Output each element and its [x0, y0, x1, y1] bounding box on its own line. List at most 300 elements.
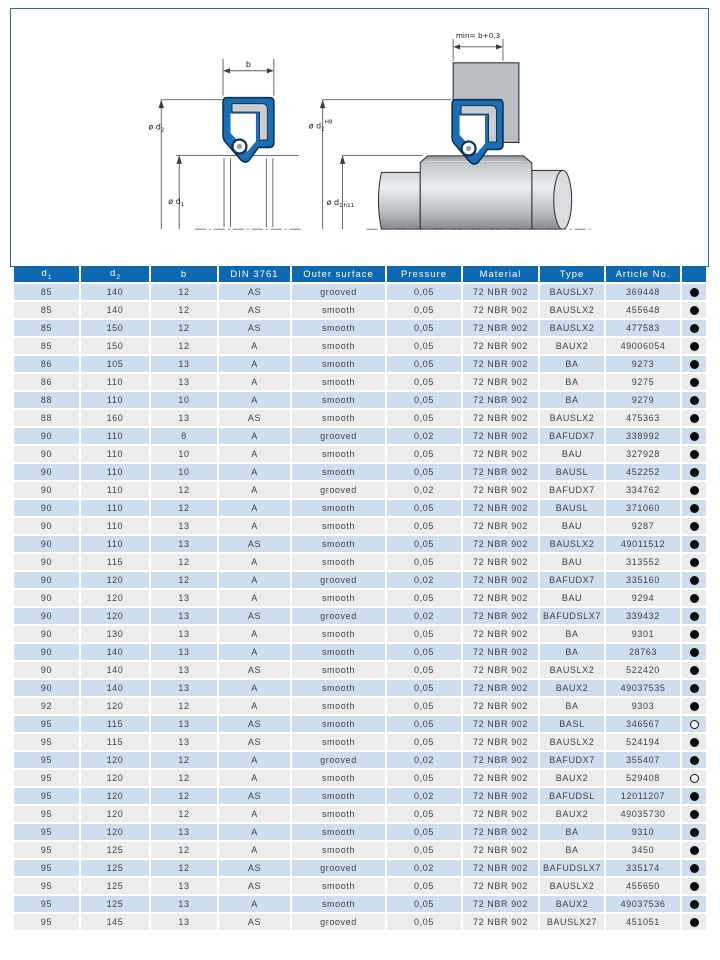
column-header-outer-surface: Outer surface: [291, 266, 386, 283]
table-row: [14, 769, 706, 787]
table-cell: 0,05: [386, 877, 462, 895]
table-cell: 49006054: [605, 337, 681, 355]
table-cell: 125: [80, 859, 150, 877]
table-cell: AS: [218, 409, 291, 427]
filled-dot-icon: [690, 486, 699, 495]
table-cell: smooth: [291, 805, 386, 823]
table-cell: 477583: [605, 319, 681, 337]
dimension-d2-h8-label: ø $d_2^{H8}$: [308, 119, 333, 133]
table-cell: BAUX2: [539, 769, 605, 787]
table-cell: 88: [14, 409, 80, 427]
table-cell: smooth: [291, 553, 386, 571]
table-cell: 72 NBR 902: [462, 355, 539, 373]
filled-dot-icon: [690, 918, 699, 927]
table-cell: 110: [80, 463, 150, 481]
table-cell: 125: [80, 841, 150, 859]
table-cell: A: [218, 427, 291, 445]
seal-profile: [223, 98, 274, 162]
technical-diagram: [11, 9, 708, 266]
table-cell: 120: [80, 823, 150, 841]
table-cell: 9279: [605, 391, 681, 409]
table-cell: BAFUDSLX7: [539, 859, 605, 877]
table-cell: 140: [80, 301, 150, 319]
table-cell: 0,05: [386, 283, 462, 301]
table-cell: 86: [14, 355, 80, 373]
table-cell: 0,05: [386, 805, 462, 823]
table-cell: 95: [14, 805, 80, 823]
availability-cell: [681, 553, 706, 571]
table-cell: 160: [80, 409, 150, 427]
table-cell: 72 NBR 902: [462, 643, 539, 661]
table-row: [14, 697, 706, 715]
table-cell: BAU: [539, 553, 605, 571]
table-cell: 10: [150, 463, 218, 481]
table-cell: 12: [150, 697, 218, 715]
availability-cell: [681, 301, 706, 319]
table-cell: smooth: [291, 445, 386, 463]
table-cell: 72 NBR 902: [462, 373, 539, 391]
availability-cell: [681, 895, 706, 913]
table-cell: BAFUDX7: [539, 571, 605, 589]
availability-cell: [681, 571, 706, 589]
filled-dot-icon: [690, 468, 699, 477]
table-cell: grooved: [291, 427, 386, 445]
table-cell: 13: [150, 661, 218, 679]
table-cell: smooth: [291, 877, 386, 895]
table-cell: 338992: [605, 427, 681, 445]
filled-dot-icon: [690, 882, 699, 891]
table-cell: 72 NBR 902: [462, 877, 539, 895]
table-cell: 0,05: [386, 517, 462, 535]
table-row: [14, 787, 706, 805]
table-cell: 49037536: [605, 895, 681, 913]
table-cell: 85: [14, 301, 80, 319]
table-cell: 13: [150, 823, 218, 841]
availability-cell: [681, 643, 706, 661]
table-cell: smooth: [291, 391, 386, 409]
table-cell: AS: [218, 319, 291, 337]
table-cell: 150: [80, 319, 150, 337]
table-cell: BAUSLX2: [539, 535, 605, 553]
table-cell: 49035730: [605, 805, 681, 823]
table-cell: 13: [150, 373, 218, 391]
table-cell: A: [218, 895, 291, 913]
table-cell: 13: [150, 679, 218, 697]
filled-dot-icon: [690, 828, 699, 837]
table-cell: 0,05: [386, 409, 462, 427]
availability-cell: [681, 337, 706, 355]
table-cell: 85: [14, 337, 80, 355]
table-cell: grooved: [291, 751, 386, 769]
availability-cell: [681, 751, 706, 769]
table-cell: grooved: [291, 571, 386, 589]
table-cell: BAU: [539, 589, 605, 607]
table-cell: A: [218, 355, 291, 373]
table-cell: 95: [14, 859, 80, 877]
availability-cell: [681, 481, 706, 499]
column-header-availability: [681, 266, 706, 283]
table-row: [14, 283, 706, 301]
table-cell: AS: [218, 913, 291, 931]
table-cell: 0,05: [386, 769, 462, 787]
table-cell: 72 NBR 902: [462, 391, 539, 409]
table-cell: grooved: [291, 859, 386, 877]
shaft-end-face: [554, 170, 572, 229]
table-cell: 110: [80, 481, 150, 499]
table-cell: A: [218, 553, 291, 571]
table-cell: 140: [80, 643, 150, 661]
table-cell: 13: [150, 877, 218, 895]
table-cell: 72 NBR 902: [462, 823, 539, 841]
table-cell: AS: [218, 859, 291, 877]
table-cell: 13: [150, 643, 218, 661]
table-cell: smooth: [291, 301, 386, 319]
table-cell: 13: [150, 625, 218, 643]
table-cell: 451051: [605, 913, 681, 931]
table-cell: 90: [14, 517, 80, 535]
seal-cross-section-diagram: [148, 59, 302, 229]
table-cell: 13: [150, 715, 218, 733]
table-cell: 0,02: [386, 571, 462, 589]
table-cell: 72 NBR 902: [462, 571, 539, 589]
table-cell: 88: [14, 391, 80, 409]
table-cell: A: [218, 499, 291, 517]
open-dot-icon: [690, 774, 699, 783]
table-cell: 95: [14, 751, 80, 769]
table-cell: 72 NBR 902: [462, 319, 539, 337]
table-cell: 120: [80, 589, 150, 607]
table-row: [14, 733, 706, 751]
seal-dimension-table: [14, 266, 706, 932]
table-cell: 12: [150, 841, 218, 859]
table-cell: 110: [80, 499, 150, 517]
table-row: [14, 409, 706, 427]
table-cell: 110: [80, 445, 150, 463]
table-cell: 9310: [605, 823, 681, 841]
table-cell: smooth: [291, 841, 386, 859]
filled-dot-icon: [690, 630, 699, 639]
dimension-d1-h11-label: ø $d_1h11$: [326, 198, 355, 210]
table-cell: 0,02: [386, 859, 462, 877]
table-cell: smooth: [291, 319, 386, 337]
table-cell: 72 NBR 902: [462, 841, 539, 859]
availability-cell: [681, 283, 706, 301]
availability-cell: [681, 499, 706, 517]
table-cell: 327928: [605, 445, 681, 463]
table-cell: BA: [539, 355, 605, 373]
table-cell: 125: [80, 895, 150, 913]
table-cell: 8: [150, 427, 218, 445]
table-cell: 12: [150, 481, 218, 499]
table-cell: 125: [80, 877, 150, 895]
table-cell: 13: [150, 607, 218, 625]
table-cell: 369448: [605, 283, 681, 301]
availability-cell: [681, 445, 706, 463]
table-cell: 355407: [605, 751, 681, 769]
table-row: [14, 661, 706, 679]
filled-dot-icon: [690, 666, 699, 675]
filled-dot-icon: [690, 522, 699, 531]
table-row: [14, 553, 706, 571]
dimension-d2-label: ø $d_2$: [148, 122, 165, 134]
table-cell: BAUSL: [539, 499, 605, 517]
table-cell: 0,05: [386, 355, 462, 373]
table-cell: 346567: [605, 715, 681, 733]
table-cell: BAFUDX7: [539, 427, 605, 445]
column-header-din-3761: DIN 3761: [218, 266, 291, 283]
table-row: [14, 481, 706, 499]
table-cell: A: [218, 571, 291, 589]
table-cell: A: [218, 805, 291, 823]
table-cell: A: [218, 517, 291, 535]
table-cell: 72 NBR 902: [462, 733, 539, 751]
filled-dot-icon: [690, 648, 699, 657]
table-cell: 72 NBR 902: [462, 517, 539, 535]
table-row: [14, 427, 706, 445]
table-cell: BAUX2: [539, 337, 605, 355]
table-row: [14, 535, 706, 553]
table-cell: 72 NBR 902: [462, 859, 539, 877]
availability-cell: [681, 427, 706, 445]
dimension-d1-label: ø $d_1$: [168, 197, 185, 209]
table-cell: 9303: [605, 697, 681, 715]
availability-cell: [681, 535, 706, 553]
table-cell: 49011512: [605, 535, 681, 553]
table-cell: 72 NBR 902: [462, 301, 539, 319]
table-cell: 12: [150, 751, 218, 769]
table-cell: BAUSLX2: [539, 319, 605, 337]
table-cell: smooth: [291, 895, 386, 913]
table-row: [14, 337, 706, 355]
table-cell: 0,05: [386, 625, 462, 643]
filled-dot-icon: [690, 702, 699, 711]
table-cell: 72 NBR 902: [462, 751, 539, 769]
availability-cell: [681, 733, 706, 751]
table-cell: 72 NBR 902: [462, 589, 539, 607]
table-cell: 12: [150, 769, 218, 787]
filled-dot-icon: [690, 306, 699, 315]
table-cell: 95: [14, 913, 80, 931]
table-cell: 0,05: [386, 337, 462, 355]
table-row: [14, 805, 706, 823]
table-cell: BAFUDX7: [539, 481, 605, 499]
table-row: [14, 571, 706, 589]
table-cell: 72 NBR 902: [462, 337, 539, 355]
availability-cell: [681, 841, 706, 859]
table-cell: BAUSLX2: [539, 301, 605, 319]
table-cell: 72 NBR 902: [462, 769, 539, 787]
table-row: [14, 463, 706, 481]
table-cell: 0,05: [386, 643, 462, 661]
table-cell: smooth: [291, 355, 386, 373]
filled-dot-icon: [690, 900, 699, 909]
table-cell: 110: [80, 517, 150, 535]
filled-dot-icon: [690, 540, 699, 549]
filled-dot-icon: [690, 576, 699, 585]
table-cell: smooth: [291, 661, 386, 679]
table-cell: BA: [539, 643, 605, 661]
table-cell: 95: [14, 733, 80, 751]
table-cell: smooth: [291, 517, 386, 535]
technical-drawing-panel: [10, 8, 709, 267]
table-cell: 0,05: [386, 913, 462, 931]
table-row: [14, 607, 706, 625]
table-cell: 85: [14, 283, 80, 301]
table-cell: smooth: [291, 589, 386, 607]
table-cell: 0,05: [386, 697, 462, 715]
column-header-d2: $d_2$: [80, 266, 150, 283]
filled-dot-icon: [690, 396, 699, 405]
table-body: [14, 283, 706, 931]
table-cell: 90: [14, 571, 80, 589]
column-header-material: Material: [462, 266, 539, 283]
filled-dot-icon: [690, 360, 699, 369]
table-cell: A: [218, 769, 291, 787]
table-row: [14, 751, 706, 769]
table-cell: 452252: [605, 463, 681, 481]
table-cell: 0,05: [386, 589, 462, 607]
filled-dot-icon: [690, 594, 699, 603]
table-cell: 72 NBR 902: [462, 409, 539, 427]
table-cell: 12: [150, 571, 218, 589]
table-cell: 95: [14, 787, 80, 805]
table-cell: 13: [150, 535, 218, 553]
table-cell: 72 NBR 902: [462, 463, 539, 481]
table-cell: 12: [150, 283, 218, 301]
table-cell: AS: [218, 715, 291, 733]
availability-cell: [681, 409, 706, 427]
table-cell: 72 NBR 902: [462, 283, 539, 301]
availability-cell: [681, 913, 706, 931]
table-cell: 13: [150, 895, 218, 913]
table-cell: 455650: [605, 877, 681, 895]
table-cell: 110: [80, 373, 150, 391]
table-cell: 0,05: [386, 319, 462, 337]
table-cell: 524194: [605, 733, 681, 751]
availability-cell: [681, 859, 706, 877]
table-cell: 335174: [605, 859, 681, 877]
table-cell: 92: [14, 697, 80, 715]
table-cell: AS: [218, 535, 291, 553]
table-cell: 0,05: [386, 895, 462, 913]
table-cell: 72 NBR 902: [462, 553, 539, 571]
table-cell: 115: [80, 715, 150, 733]
table-cell: AS: [218, 733, 291, 751]
table-row: [14, 913, 706, 931]
table-cell: 10: [150, 391, 218, 409]
table-row: [14, 499, 706, 517]
table-row: [14, 589, 706, 607]
table-cell: BAUSLX27: [539, 913, 605, 931]
table-cell: 90: [14, 535, 80, 553]
table-cell: 86: [14, 373, 80, 391]
table-cell: 13: [150, 913, 218, 931]
table-cell: 13: [150, 589, 218, 607]
table-cell: smooth: [291, 499, 386, 517]
filled-dot-icon: [690, 846, 699, 855]
table-cell: smooth: [291, 625, 386, 643]
table-cell: BAFUDSL: [539, 787, 605, 805]
table-cell: A: [218, 445, 291, 463]
table-cell: 90: [14, 499, 80, 517]
table-cell: 0,02: [386, 427, 462, 445]
table-cell: smooth: [291, 463, 386, 481]
table-cell: 28763: [605, 643, 681, 661]
table-cell: 72 NBR 902: [462, 697, 539, 715]
table-cell: BAFUDX7: [539, 751, 605, 769]
table-cell: BASL: [539, 715, 605, 733]
table-cell: BA: [539, 697, 605, 715]
filled-dot-icon: [690, 738, 699, 747]
table-cell: 13: [150, 409, 218, 427]
table-cell: 120: [80, 805, 150, 823]
table-row: [14, 391, 706, 409]
table-cell: 335160: [605, 571, 681, 589]
table-cell: BAUX2: [539, 805, 605, 823]
table-cell: A: [218, 823, 291, 841]
table-cell: 72 NBR 902: [462, 625, 539, 643]
availability-cell: [681, 463, 706, 481]
table-row: [14, 625, 706, 643]
column-header-pressure: Pressure: [386, 266, 462, 283]
table-cell: 12: [150, 301, 218, 319]
availability-cell: [681, 661, 706, 679]
table-cell: BAUSLX2: [539, 877, 605, 895]
table-cell: BAUSLX2: [539, 409, 605, 427]
filled-dot-icon: [690, 450, 699, 459]
table-cell: 12011207: [605, 787, 681, 805]
table-header-row: [14, 266, 706, 283]
table-cell: 313552: [605, 553, 681, 571]
table-cell: 0,05: [386, 373, 462, 391]
table-cell: 0,05: [386, 841, 462, 859]
table-cell: 522420: [605, 661, 681, 679]
table-cell: 90: [14, 643, 80, 661]
table-cell: grooved: [291, 283, 386, 301]
seal-profile-installed: [452, 100, 503, 164]
installation-diagram: [309, 31, 594, 229]
table-cell: 12: [150, 805, 218, 823]
availability-cell: [681, 805, 706, 823]
availability-cell: [681, 391, 706, 409]
table-cell: AS: [218, 283, 291, 301]
table-cell: 12: [150, 499, 218, 517]
availability-cell: [681, 373, 706, 391]
table-cell: 0,02: [386, 607, 462, 625]
availability-cell: [681, 823, 706, 841]
table-cell: BAFUDSLX7: [539, 607, 605, 625]
table-cell: 72 NBR 902: [462, 661, 539, 679]
table-cell: A: [218, 463, 291, 481]
table-cell: 95: [14, 895, 80, 913]
filled-dot-icon: [690, 342, 699, 351]
table-cell: 145: [80, 913, 150, 931]
table-cell: 72 NBR 902: [462, 895, 539, 913]
table-cell: BAUX2: [539, 895, 605, 913]
availability-cell: [681, 715, 706, 733]
table-row: [14, 895, 706, 913]
table-cell: BA: [539, 625, 605, 643]
table-row: [14, 517, 706, 535]
table-cell: 12: [150, 553, 218, 571]
table-cell: BAUSL: [539, 463, 605, 481]
table-cell: 0,05: [386, 301, 462, 319]
availability-cell: [681, 589, 706, 607]
table-cell: BA: [539, 823, 605, 841]
table-cell: 49037535: [605, 679, 681, 697]
table-cell: 0,05: [386, 661, 462, 679]
table-cell: 90: [14, 607, 80, 625]
